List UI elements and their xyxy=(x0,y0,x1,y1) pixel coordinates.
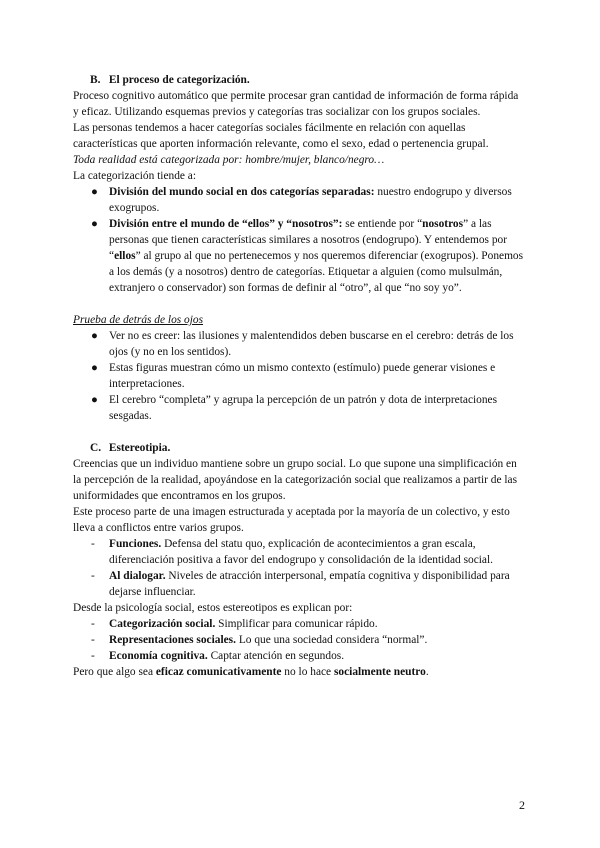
list-item-bold: Al dialogar. xyxy=(109,570,166,582)
list-item xyxy=(73,360,525,392)
dash-icon: - xyxy=(91,650,95,662)
spacer xyxy=(73,424,525,440)
list-item xyxy=(73,536,525,568)
list-item-text: El cerebro “completa” y agrupa la percepción de un patrón y dota de interpretaciones sesgadas. xyxy=(109,394,498,422)
stereotype-explanations-list xyxy=(73,616,525,664)
list-item-bold: Economía cognitiva. xyxy=(109,650,208,662)
section-c-paragraph-1: Creencias que un individuo mantiene sobre un grupo social. Lo que supone una simplificación en la percepción de la realidad, apoyándose en la categorización social que realizamos a partir de las uniformidades que encontramos en los grupos. xyxy=(73,458,518,502)
list-item xyxy=(73,184,525,216)
list-item-bold: Funciones. xyxy=(109,538,162,550)
section-c-title: Estereotipia. xyxy=(108,442,171,454)
bullet-icon: ● xyxy=(91,186,98,198)
list-item-text: nuestro endogrupo y diversos exogrupos. xyxy=(109,186,512,214)
dash-icon: - xyxy=(91,634,95,646)
section-b-paragraph-1: Proceso cognitivo automático que permite procesar gran cantidad de información de forma rápida y eficaz. Utilizando esquemas previos y categorías tras socializar con los grupos sociales. xyxy=(73,90,519,118)
section-c-heading xyxy=(90,440,525,456)
list-item-bold-ellos: ellos xyxy=(114,250,136,262)
section-c-paragraph-3: Desde la psicología social, estos estereotipos es explican por: xyxy=(73,602,353,614)
section-b-paragraph-2: Las personas tendemos a hacer categorías sociales fácilmente en relación con aquellas características que aporten información relevante, como el sexo, edad o pertenencia grupal. xyxy=(73,122,489,150)
list-item-text: ” al grupo al que no pertenecemos y nos queremos diferenciar (exogrupos). Ponemos a los demás (y a nosotros) dentro de categorías. Etiquetar a alguien (como mulsulmán, extranjero o conservador) son formas de definir al “otro”, al que “no soy yo”. xyxy=(109,250,524,294)
list-item-text: Estas figuras muestran cómo un mismo contexto (estímulo) puede generar visiones e interpretaciones. xyxy=(109,362,496,390)
dash-icon: - xyxy=(91,618,95,630)
section-b-label: B. xyxy=(90,74,101,86)
section-b-paragraph-3: Toda realidad está categorizada por: hombre/mujer, blanco/negro… xyxy=(73,154,385,166)
spacer xyxy=(73,296,525,312)
dash-icon: - xyxy=(91,538,95,550)
bullet-icon: ● xyxy=(91,330,98,342)
final-text: no lo hace xyxy=(281,666,334,678)
section-c-final xyxy=(73,664,525,680)
page-number: 2 xyxy=(519,798,525,812)
page-content xyxy=(73,72,525,680)
list-item xyxy=(73,616,525,632)
list-item-bold: División del mundo social en dos categorías separadas: xyxy=(109,186,375,198)
bullet-icon: ● xyxy=(91,218,98,230)
section-b-paragraph-4: La categorización tiende a: xyxy=(73,170,197,182)
list-item-bold: Representaciones sociales. xyxy=(109,634,236,646)
prueba-title: Prueba de detrás de los ojos xyxy=(73,314,204,326)
section-c-label: C. xyxy=(90,442,102,454)
categorization-list xyxy=(73,184,525,296)
section-b-heading xyxy=(90,72,525,88)
section-b-title: El proceso de categorización. xyxy=(108,74,250,86)
dash-icon: - xyxy=(91,570,95,582)
list-item-text: Ver no es creer: las ilusiones y malentendidos deben buscarse en el cerebro: detrás de los ojos (y no en los sentidos). xyxy=(109,330,514,358)
final-text: Pero que algo sea xyxy=(73,666,156,678)
list-item-bold-nosotros: nosotros xyxy=(422,218,464,230)
list-item-text: se entiende por “ xyxy=(342,218,423,230)
list-item xyxy=(73,568,525,600)
bullet-icon: ● xyxy=(91,394,98,406)
prueba-list xyxy=(73,328,525,424)
list-item-text: Captar atención en segundos. xyxy=(207,650,345,662)
list-item xyxy=(73,328,525,360)
list-item xyxy=(73,216,525,296)
final-bold: socialmente neutro xyxy=(333,666,426,678)
list-item-text: Simplificar para comunicar rápido. xyxy=(215,618,378,630)
section-c-paragraph-2: Este proceso parte de una imagen estructurada y aceptada por la mayoría de un colectivo, y esto lleva a conflictos entre varios grupos. xyxy=(73,506,510,534)
list-item-text: ” a las personas que tienen características similares a nosotros (endogrupo). Y entendemos por “ xyxy=(109,218,508,262)
list-item xyxy=(73,648,525,664)
final-text: . xyxy=(425,666,429,678)
list-item-bold: División entre el mundo de “ellos” y “nosotros”: xyxy=(109,218,343,230)
list-item xyxy=(73,632,525,648)
list-item-text: Niveles de atracción interpersonal, empatía cognitiva y disponibilidad para dejarse influenciar. xyxy=(109,570,510,598)
list-item-bold: Categorización social. xyxy=(109,618,216,630)
list-item-text: Lo que una sociedad considera “normal”. xyxy=(235,634,428,646)
bullet-icon: ● xyxy=(91,362,98,374)
final-bold: eficaz comunicativamente xyxy=(155,666,282,678)
list-item-text: Defensa del statu quo, explicación de acontecimientos a gran escala, diferenciación positiva a favor del endogrupo y consolidación de la identidad social. xyxy=(109,538,493,566)
list-item xyxy=(73,392,525,424)
stereotype-functions-list xyxy=(73,536,525,600)
